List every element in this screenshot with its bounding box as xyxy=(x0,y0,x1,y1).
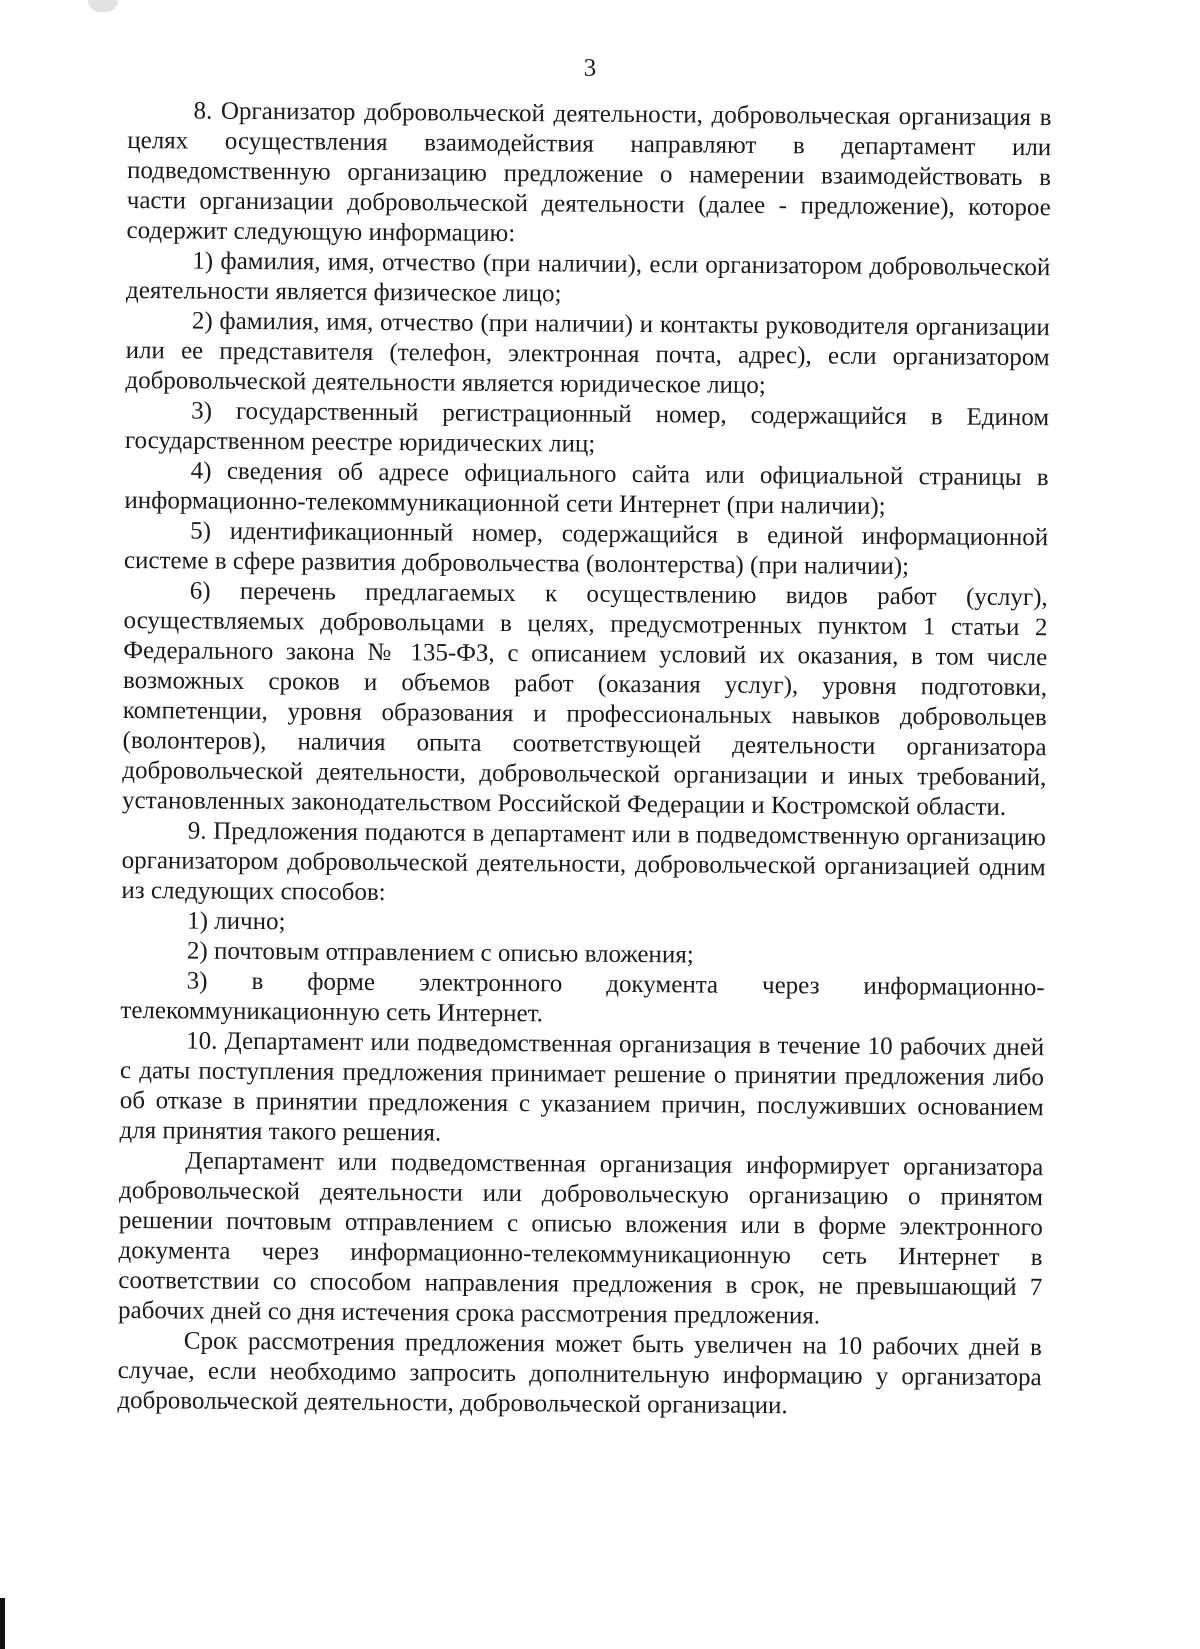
method-item-3: 3) в форме электронного документа через информационно-телекоммуникационную сеть Интернет. xyxy=(120,967,1045,1028)
scan-artifact-top xyxy=(88,0,118,12)
paragraph-10-notification: Департамент или подведомственная организация информирует организатора добровольческой деятельности или добровольческую организацию о принятом решении почтовым отправлением с описью вложения или в форме электронного документа через информационно-телекоммуникационную сеть Интернет в соответствии со способом направления предложения в срок, не превышающий 7 рабочих дней со дня истечения срока рассмотрения предложения. xyxy=(117,1147,1044,1330)
list-item-3: 3) государственный регистрационный номер, содержащийся в Едином государственном реестре юридических лиц; xyxy=(124,397,1050,458)
list-item-5: 5) идентификационный номер, содержащийся в единой информационной системе в сфере развития добровольчества (волонтерства) (при наличии); xyxy=(123,517,1049,581)
method-item-1: 1) лично; xyxy=(187,907,286,936)
page-number: 3 xyxy=(583,54,597,82)
paragraph-10: 10. Департамент или подведомственная организация в течение 10 рабочих дней с даты поступления предложения принимает решение о принятии предложения либо об отказе в принятии предложения с указанием причин, послуживших основанием для принятия такого решения. xyxy=(119,1027,1045,1147)
paragraph-10-extension: Срок рассмотрения предложения может быть увеличен на 10 рабочих дней в случае, если необходимо запросить дополнительную информацию у организатора добровольческой деятельности, добровольческой организации. xyxy=(117,1327,1042,1420)
paragraph-9: 9. Предложения подаются в департамент или в подведомственную организацию организатором добровольческой деятельности, добровольческой организацией одним из следующих способов: xyxy=(121,817,1046,907)
list-item-2: 2) фамилия, имя, отчество (при наличии) и контакты руководителя организации или ее представителя (телефон, электронная почта, адрес), если организатором добровольческой деятельности является юридическое лицо; xyxy=(125,307,1050,400)
document-page xyxy=(117,50,1052,1423)
list-item-4: 4) сведения об адресе официального сайта или официальной страницы в информационно-телекоммуникационной сети Интернет (при наличии); xyxy=(124,457,1049,520)
list-item-1: 1) фамилия, имя, отчество (при наличии), если организатором добровольческой деятельности является физическое лицо; xyxy=(126,247,1051,308)
paragraph-8: 8. Организатор добровольческой деятельности, добровольческая организация в целях осуществления взаимодействия направляют в департамент или подведомственную организацию предложение о намерении взаимодействовать в части организации добровольческой деятельности (далее - предложение), которое содержит следующую информацию: xyxy=(126,97,1052,248)
method-item-2: 2) почтовым отправлением с описью вложения; xyxy=(186,937,694,969)
scan-artifact-edge xyxy=(0,1598,5,1649)
list-item-6: 6) перечень предлагаемых к осуществлению видов работ (услуг), осуществляемых добровольцами в целях, предусмотренных пунктом 1 статьи 2 Федерального закона № 135-ФЗ, с описанием условий их оказания, в том числе возможных сроков и объемов работ (оказания услуг), уровня подготовки, компетенции, уровня образования и профессиональных навыков добровольцев (волонтеров), наличия опыта соответствующей деятельности организатора добровольческой деятельности, добровольческой организации и иных требований, установленных законодательством Российской Федерации и Костромской области. xyxy=(121,577,1048,821)
